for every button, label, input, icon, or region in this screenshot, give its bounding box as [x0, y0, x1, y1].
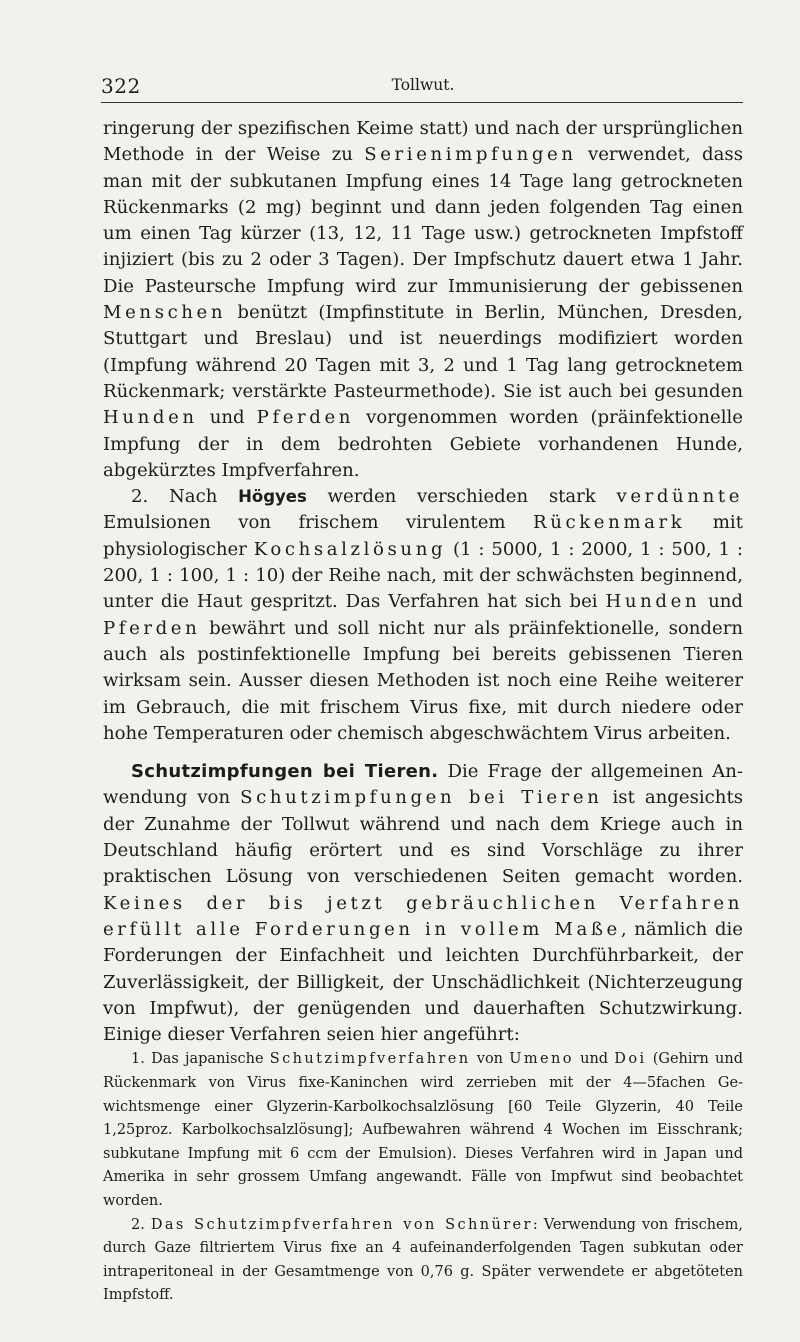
page-number: 322 — [101, 74, 141, 98]
paragraph-hoegyes: 2. Nach Högyes werden verschieden stark verdünnte Emulsionen von frischem virulentem Rückenmark mit physiologischer Kochsalzlösung (1 : 5000, 1 : 2000, 1 : 500, 1 : 200, 1 : 100, 1 : 10) der Reihe nach, mit der schwächsten beginnend, unter die Haut gespritzt. Das Verfahren hat sich bei Hunden und Pferden bewährt und soll nicht nur als präinfektionelle, sondern auch als postinfektionelle Impfung bei bereits gebissenen Tieren wirksam sein. Ausser diesen Methoden ist noch eine Reihe weiterer im Gebrauch, die mit frischem Virus fixe, mit durch niedere oder hohe Temperaturen oder chemisch abgeschwächtem Virus arbeiten. — [103, 486, 744, 744]
small-print-list — [103, 1048, 743, 1308]
page-header — [103, 0, 743, 100]
section-heading: Schutzimpfungen bei Tieren. — [131, 761, 439, 783]
page — [101, 0, 744, 1304]
list-item-2: 2. Das Schutzimpfverfahren von Schnürer: Verwendung von frischem, durch Gaze filtriertem Virus fixe an 4 aufeinanderfolgenden Tagen subkutan oder intraperitoneal in der Gesamtmenge von 0,76 g. Später verwendete er abgetöteten Impfstoff. — [103, 1216, 743, 1304]
paragraph-schutzimpfungen: Schutzimpfungen bei Tieren. Die Frage der allgemeinen Anwendung von Schutzimpfungen bei Tieren ist angesichts der Zunahme der Tollwut während und nach dem Kriege auch in Deutschland häufig erörtert und es sind Vorschläge zu ihrer praktischen Lösung von verschiedenen Seiten gemacht worden. Keines der bis jetzt gebräuchlichen Verfahren erfüllt alle Forderungen in vollem Maße, nämlich die Forderungen der Einfachheit und leichten Durchführbarkeit, der Zuverlässigkeit, der Billigkeit, der Unschädlichkeit (Nichterzeugung von Impfwut), der genügenden und dauerhaften Schutzwirkung. Einige dieser Verfahren seien hier angeführt: — [103, 761, 744, 1046]
list-item-1: 1. Das japanische Schutzimpfverfahren von Umeno und Doi (Gehirn und Rückenmark von Virus fixe-Kaninchen wird zerrieben mit der 4—5fachen Gewichtsmenge einer Glyzerin-Karbolkochsalzlösung [60 Teile Glyzerin, 40 Teile 1,25proz. Karbolkochsalzlösung]; Aufbewahren während 4 Wochen im Eisschrank; subkutane Impfung mit 6 ccm der Emulsion). Dieses Verfahren wird in Japan und Amerika in sehr grossem Umfang angewandt. Fälle von Impfwut sind beobachtet worden. — [103, 1051, 743, 1209]
header-rule — [101, 102, 743, 103]
paragraph-continuation: ringerung der spezifischen Keime statt) und nach der ursprünglichen Methode in der Weise zu Serienimpfungen verwendet, dass man mit der subkutanen Impfung eines 14 Tage lang getrockneten Rückenmarks (2 mg) beginnt und dann jeden folgenden Tag einen um einen Tag kürzer (13, 12, 11 Tage usw.) getrockneten Impfstoff injiziert (bis zu 2 oder 3 Tagen). Der Impfschutz dauert etwa 1 Jahr. Die Pasteursche Impfung wird zur Immunisierung der gebissenen Menschen benützt (Impfinstitute in Berlin, München, Dresden, Stuttgart und Breslau) und ist neuerdings modifiziert worden (Impfung während 20 Tagen mit 3, 2 und 1 Tag lang getrocknetem Rückenmark; verstärkte Pasteurmethode). Sie ist auch bei gesunden Hunden und Pferden vorgenommen worden (präinfektionelle Impfung der in dem bedrohten Gebiete vorhandenen Hunde, abgekürztes Impfverfahren. — [103, 118, 743, 481]
running-title: Tollwut. — [391, 76, 455, 94]
author-hoegyes: Högyes — [238, 487, 307, 507]
page-body — [103, 116, 743, 1308]
